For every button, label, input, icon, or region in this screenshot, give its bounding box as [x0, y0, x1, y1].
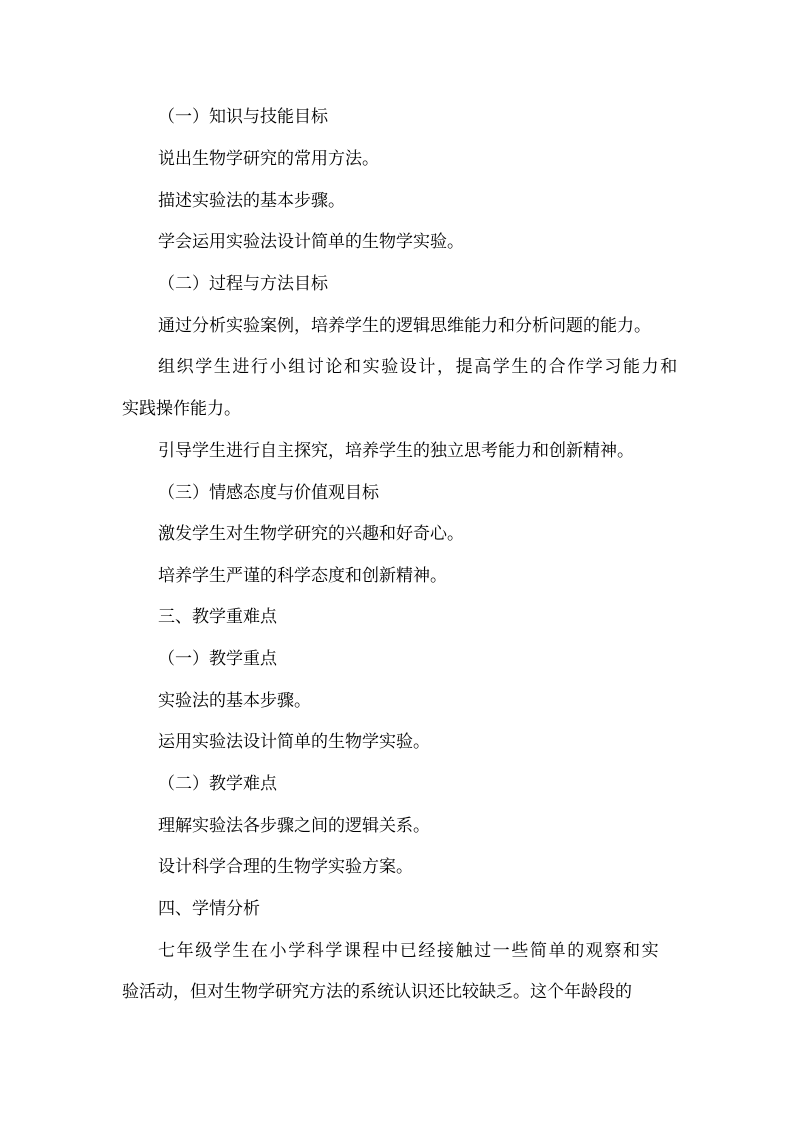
paragraph-line: 培养学生严谨的科学态度和创新精神。	[158, 566, 447, 586]
section-heading-learner-analysis: 四、学情分析	[158, 899, 260, 919]
paragraph-line: 组织学生进行小组讨论和实验设计，提高学生的合作学习能力和	[158, 357, 679, 377]
paragraph-line: 描述实验法的基本步骤。	[158, 191, 345, 211]
paragraph-line: 实验法的基本步骤。	[158, 691, 311, 711]
paragraph-line-continuation: 实践操作能力。	[122, 399, 241, 419]
paragraph-line: 运用实验法设计简单的生物学实验。	[158, 732, 430, 752]
paragraph-line: 学会运用实验法设计简单的生物学实验。	[158, 232, 464, 252]
paragraph-line: 通过分析实验案例，培养学生的逻辑思维能力和分析问题的能力。	[158, 316, 651, 336]
paragraph-line: 理解实验法各步骤之间的逻辑关系。	[158, 816, 430, 836]
paragraph-line: 引导学生进行自主探究，培养学生的独立思考能力和创新精神。	[158, 441, 634, 461]
paragraph-line: 设计科学合理的生物学实验方案。	[158, 857, 413, 877]
subheading-knowledge-skills: （一）知识与技能目标	[158, 107, 328, 127]
paragraph-line: 激发学生对生物学研究的兴趣和好奇心。	[158, 524, 464, 544]
paragraph-line: 七年级学生在小学科学课程中已经接触过一些简单的观察和实	[158, 941, 661, 961]
subheading-teaching-focus: （一）教学重点	[158, 649, 277, 669]
section-heading-key-difficulties: 三、教学重难点	[158, 607, 277, 627]
subheading-emotion-values: （三）情感态度与价值观目标	[158, 483, 379, 503]
paragraph-line: 说出生物学研究的常用方法。	[158, 149, 379, 169]
paragraph-line-continuation: 验活动，但对生物学研究方法的系统认识还比较缺乏。这个年龄段的	[122, 982, 632, 1002]
subheading-process-methods: （二）过程与方法目标	[158, 274, 328, 294]
subheading-teaching-difficulty: （二）教学难点	[158, 774, 277, 794]
